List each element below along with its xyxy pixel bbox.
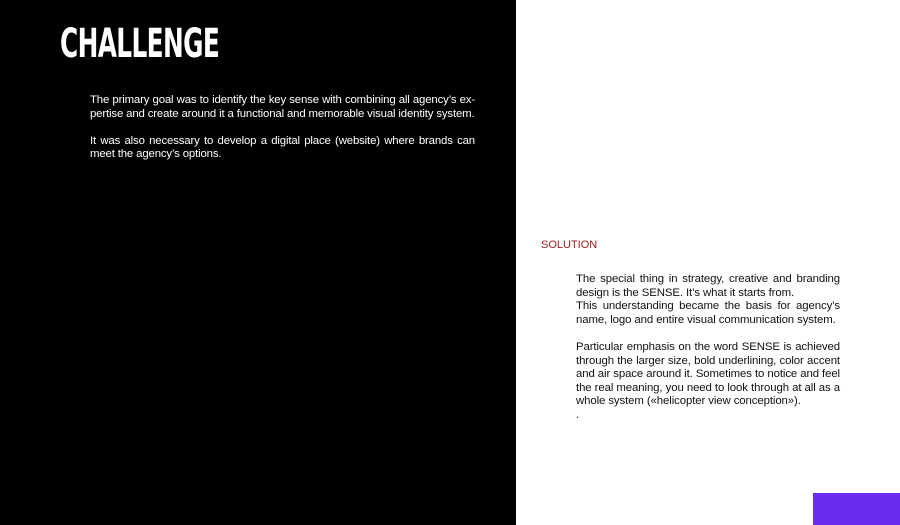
- challenge-body: [90, 94, 475, 176]
- solution-trailing-mark: .: [576, 408, 580, 421]
- solution-panel: [516, 0, 900, 525]
- solution-paragraph: This understanding became the basis for agency’s name, logo and entire visual communication system.: [576, 300, 840, 326]
- solution-heading: SOLUTION: [541, 239, 598, 251]
- solution-paragraph: Particular emphasis on the word SENSE is achieved through the larger size, bold underlining, color accent and air space around it. Sometimes to notice and feel the real meaning, you need to look through at all as a whole system («helicopter view conception»).: [576, 340, 840, 408]
- solution-paragraph: The special thing in strategy, creative and branding design is the SENSE. It’s what it starts from.: [576, 273, 840, 299]
- challenge-paragraph: The primary goal was to identify the key sense with combining all agency’s ex-pertise and create around it a functional and memorable visual identity system.: [90, 94, 475, 120]
- purple-accent-block: [813, 493, 900, 525]
- challenge-paragraph: It was also necessary to develop a digital place (website) where brands can meet the agency’s options.: [90, 134, 475, 161]
- solution-body: [576, 273, 840, 423]
- challenge-heading: CHALLENGE: [60, 21, 220, 67]
- paragraph-spacer: [576, 327, 840, 341]
